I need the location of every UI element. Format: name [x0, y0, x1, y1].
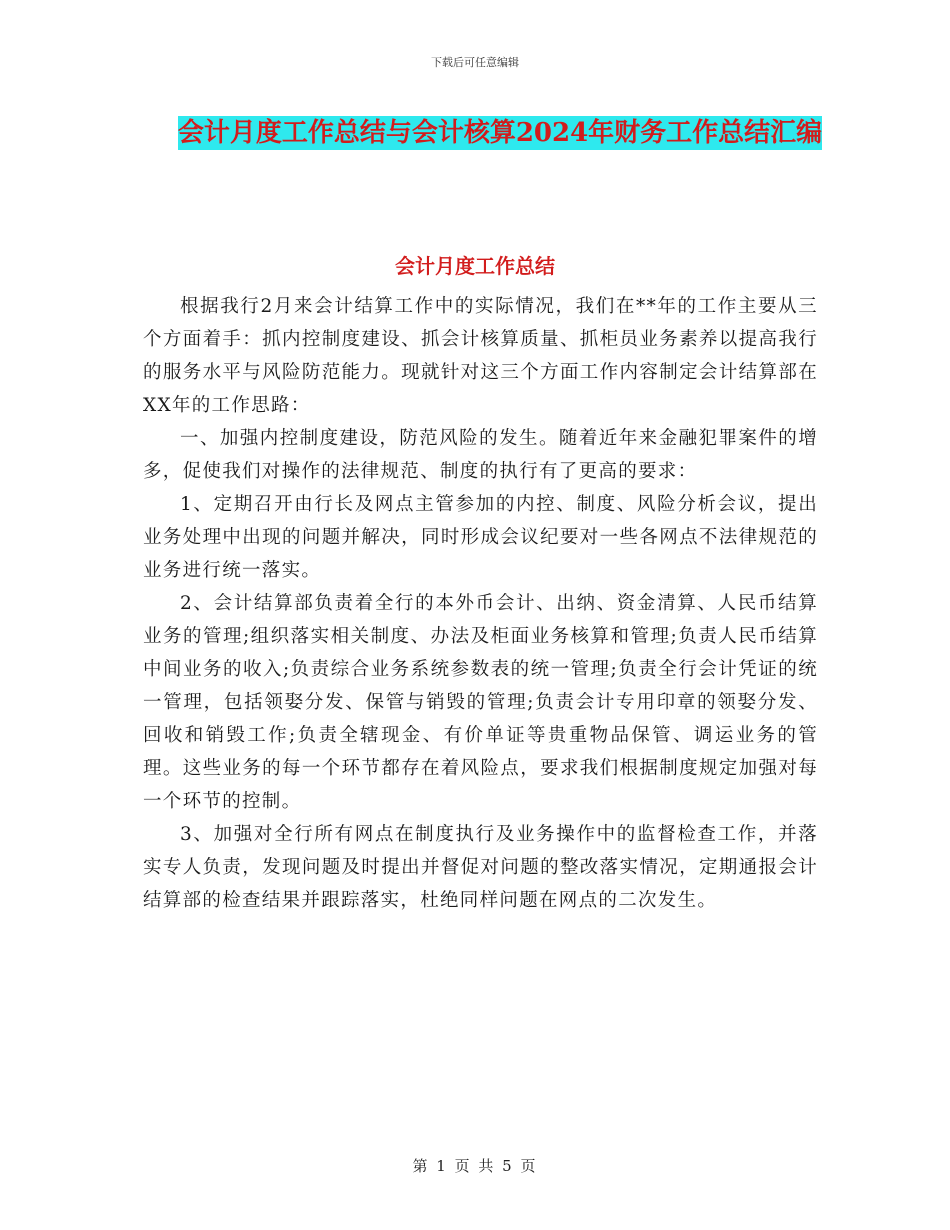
- section-title: 会计月度工作总结: [395, 254, 555, 278]
- paragraph: 根据我行2月来会计结算工作中的实际情况，我们在**年的工作主要从三个方面着手：抓内控制度建设、抓会计核算质量、抓柜员业务素养以提高我行的服务水平与风险防范能力。现就针对这三个方面工作内容制定会计结算部在XX年的工作思路：: [143, 296, 818, 416]
- document-title-text: 会计月度工作总结与会计核算2024年财务工作总结汇编: [177, 118, 823, 148]
- paragraph: 2、会计结算部负责着全行的本外币会计、出纳、资金清算、人民币结算业务的管理;组织落实相关制度、办法及柜面业务核算和管理;负责人民币结算中间业务的收入;负责综合业务系统参数表的统一管理;负责全行会计凭证的统一管理，包括领娶分发、保管与销毁的管理;负责会计专用印章的领娶分发、回收和销毁工作;负责全辖现金、有价单证等贵重物品保管、调运业务的管理。这些业务的每一个环节都存在着风险点，要求我们根据制度规定加强对每一个环节的控制。: [143, 593, 818, 812]
- paragraph: 3、加强对全行所有网点在制度执行及业务操作中的监督检查工作，并落实专人负责，发现问题及时提出并督促对问题的整改落实情况，定期通报会计结算部的检查结果并跟踪落实，杜绝同样问题在网点的二次发生。: [143, 824, 818, 911]
- page-number-footer: 第 1 页 共 5 页: [412, 1157, 538, 1175]
- paragraph: 一、加强内控制度建设，防范风险的发生。随着近年来金融犯罪案件的增多，促使我们对操作的法律规范、制度的执行有了更高的要求：: [143, 428, 818, 482]
- paragraph: 1、定期召开由行长及网点主管参加的内控、制度、风险分析会议，提出业务处理中出现的问题并解决，同时形成会议纪要对一些各网点不法律规范的业务进行统一落实。: [143, 494, 818, 581]
- document-body: [143, 290, 818, 917]
- header-note: 下载后可任意编辑: [431, 56, 519, 69]
- document-title: [150, 110, 850, 156]
